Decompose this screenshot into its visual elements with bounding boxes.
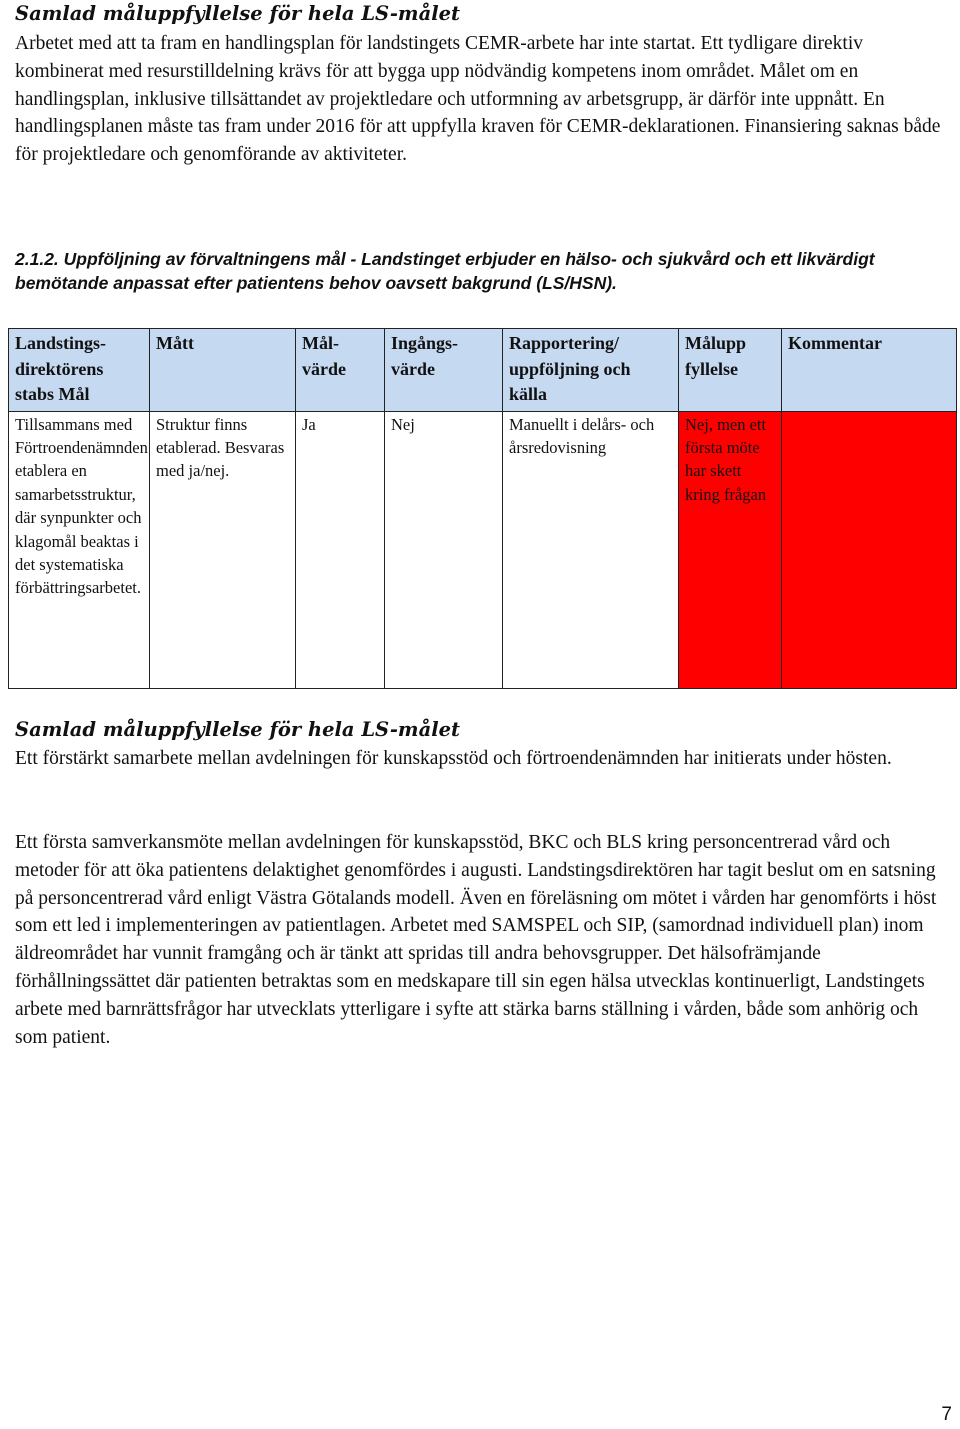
header-fulfillment: Målupp fyllelse: [679, 329, 782, 412]
goals-table: [8, 328, 957, 689]
cell-initial-value: Nej: [385, 411, 503, 689]
header-goal: Landstings-direktörens stabs Mål: [9, 329, 150, 412]
cell-comment: [782, 411, 957, 689]
header-target-value: Mål-värde: [296, 329, 385, 412]
cell-goal: Tillsammans med Förtroendenämnden etablera en samarbetsstruktur, där synpunkter och klagomål beaktas i det systematiska förbättringsarbetet.: [9, 411, 150, 689]
section-heading-2: Samlad måluppfyllelse för hela LS-målet: [15, 718, 461, 741]
header-reporting: Rapportering/ uppföljning och källa: [503, 329, 679, 412]
header-comment: Kommentar: [782, 329, 957, 412]
section-heading-1: Samlad måluppfyllelse för hela LS-målet: [15, 2, 461, 25]
header-measure: Mått: [150, 329, 296, 412]
header-initial-value: Ingångs-värde: [385, 329, 503, 412]
cell-measure: Struktur finns etablerad. Besvaras med ja/nej.: [150, 411, 296, 689]
cell-fulfillment-status: Nej, men ett första möte har skett kring frågan: [679, 411, 782, 689]
table-row: [9, 411, 957, 689]
page-number: 7: [941, 1404, 952, 1425]
cell-reporting: Manuellt i delårs- och årsredovisning: [503, 411, 679, 689]
section-2-paragraph-2: Ett första samverkansmöte mellan avdelningen för kunskapsstöd, BKC och BLS kring personcentrerad vård och metoder för att öka patientens delaktighet genomfördes i augusti. Landstingsdirektören har tagit beslut om en satsning på personcentrerad vård enligt Västra Götalands modell. Även en föreläsning om mötet i vården har genomförts i höst som ett led i implementeringen av patientlagen. Arbetet med SAMSPEL och SIP, (samordnad individuell plan) inom äldreområdet har vunnit framgång och är tänkt att spridas till andra behovsgrupper. Det hälsofrämjande förhållningssättet där patienten betraktas som en medskapare till sin egen hälsa utvecklas kontinuerligt, Landstingets arbete med barnrättsfrågor har utvecklats ytterligare i syfte att stärka barns ställning i vården, både som anhörig och som patient.: [15, 832, 937, 1048]
table-header-row: [9, 329, 957, 412]
cell-target-value: Ja: [296, 411, 385, 689]
section-1-paragraph: Arbetet med att ta fram en handlingsplan för landstingets CEMR-arbete har inte startat. Ett tydligare direktiv kombinerat med resurstilldelning krävs för att bygga upp nödvändig kompetens inom området. Målet om en handlingsplan, inklusive tillsättandet av projektledare och utformning av arbetsgrupp, är därför inte uppnått. En handlingsplanen måste tas fram under 2016 för att uppfylla kraven för CEMR-deklarationen. Finansiering saknas både för projektledare och genomförande av aktiviteter.: [15, 33, 941, 166]
goal-heading: 2.1.2. Uppföljning av förvaltningens mål - Landstinget erbjuder en hälso- och sjukvård och ett likvärdigt bemötande anpassat efter patientens behov oavsett bakgrund (LS/HSN).: [15, 249, 875, 293]
section-2-paragraph-1: Ett förstärkt samarbete mellan avdelningen för kunskapsstöd och förtroendenämnden har initierats under hösten.: [15, 748, 892, 769]
